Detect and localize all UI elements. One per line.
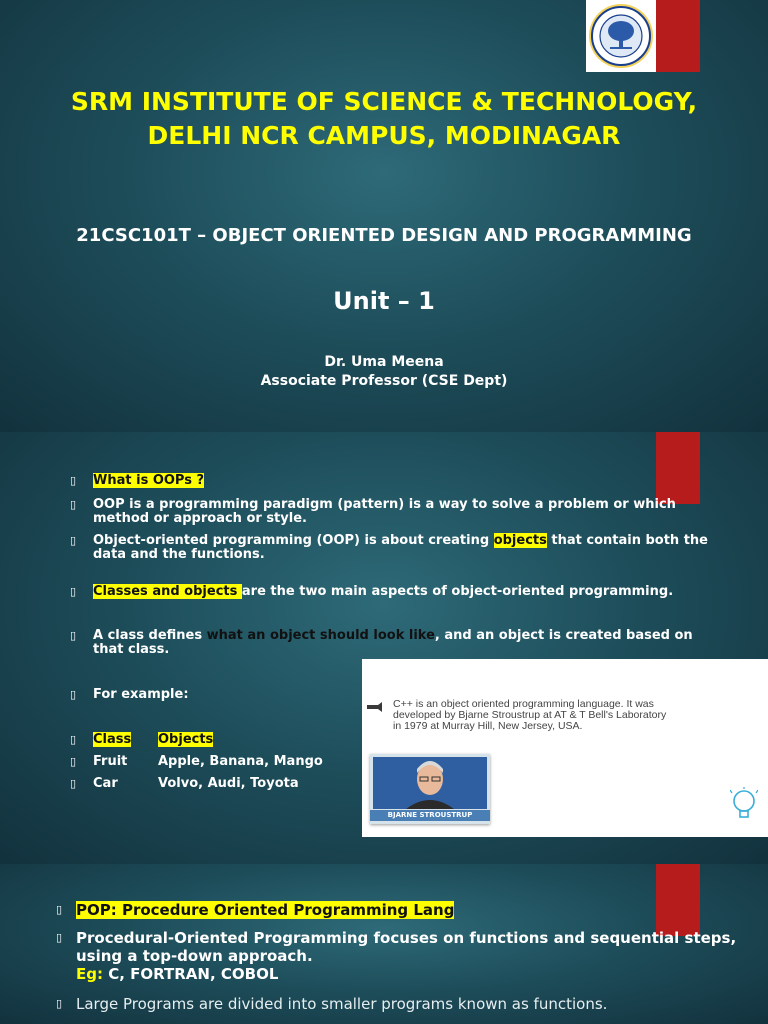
lightbulb-icon [730,787,758,825]
bullet-icon: ▯ [56,931,63,944]
table-row-class: Fruit [93,754,128,769]
bullet-icon: ▯ [70,534,77,547]
red-accent-bar [656,0,700,72]
text-segment: are the two main aspects of object-oriented programming. [241,584,674,599]
oop-objects-line1 [93,534,708,548]
class-definition-line2: that class. [93,642,170,657]
classes-objects-highlight: Classes and objects [93,584,242,599]
cpp-info-card [362,659,768,837]
author-name: Dr. Uma Meena [324,354,444,370]
oop-definition [93,498,676,526]
bullet-icon: ▯ [70,733,77,746]
pop-description [76,929,736,983]
pop-slide [0,864,768,1024]
unit-title: Unit – 1 [333,287,435,315]
bullet-icon: ▯ [70,474,77,487]
photo-caption: BJARNE STROUSTRUP [370,810,490,821]
table-row-class: Car [93,776,118,791]
institute-logo [586,0,656,72]
class-definition-point [93,629,693,657]
oop-objects-line2: data and the functions. [93,547,265,562]
oops-heading [93,474,204,488]
bullet-icon: ▯ [56,997,63,1010]
objects-header-text: Objects [158,732,214,747]
bullet-icon: ▯ [70,777,77,790]
eg-values: C, FORTRAN, COBOL [102,965,279,983]
table-row-objects: Volvo, Audi, Toyota [158,776,299,791]
class-header-text: Class [93,732,132,747]
course-title: 21CSC101T – OBJECT ORIENTED DESIGN AND PROGRAMMING [76,225,692,246]
oops-slide [0,432,768,864]
oops-heading-text: What is OOPs ? [93,473,205,488]
table-row-objects: Apple, Banana, Mango [158,754,323,769]
pop-functions-point: Large Programs are divided into smaller programs known as functions. [76,995,608,1013]
pop-heading [76,901,454,919]
bullet-icon: ▯ [70,629,77,642]
bullet-icon: ▯ [70,755,77,768]
text-segment: , and an object is created based on [434,628,693,643]
cpp-info-line3: in 1979 at Murray Hill, New Jersey, USA. [393,720,583,732]
table-header-class [93,733,131,747]
person-portrait-icon [400,757,460,809]
institute-name-line2: DELHI NCR CAMPUS, MODINAGAR [147,121,621,150]
red-accent-bar [656,432,700,504]
classes-objects-point [93,585,673,599]
bullet-icon: ▯ [56,903,63,916]
author-designation: Associate Professor (CSE Dept) [260,373,508,389]
bullet-icon: ▯ [70,585,77,598]
pop-heading-text: POP: Procedure Oriented Programming Lang [76,901,455,919]
class-definition-line1 [93,629,693,643]
pointing-hand-icon [366,701,386,713]
institute-name-line1: SRM INSTITUTE OF SCIENCE & TECHNOLOGY, [70,87,698,116]
objects-highlight: objects [493,533,547,548]
pop-description-line1: Procedural-Oriented Programming focuses on functions and sequential steps, [76,929,737,947]
dark-phrase: what an object should look like [206,628,435,643]
cpp-info-line2: developed by Bjarne Stroustrup at AT & T Bell's Laboratory [393,709,667,721]
cpp-info-line1: C++ is an object oriented programming language. It was [393,698,654,710]
pop-description-line2: using a top-down approach. [76,947,313,965]
red-accent-bar [656,864,700,936]
pop-examples [76,965,736,983]
bullet-icon: ▯ [70,688,77,701]
oop-definition-line1: OOP is a programming paradigm (pattern) is a way to solve a problem or which [93,497,676,512]
oop-objects-point [93,534,708,562]
text-segment: A class defines [93,628,207,643]
bullet-icon: ▯ [70,498,77,511]
title-slide [0,0,768,432]
seal-icon [586,0,656,72]
example-label: For example: [93,687,189,702]
table-header-objects [158,733,213,747]
stroustrup-photo [370,754,490,824]
text-segment: that contain both the [546,533,709,548]
cpp-info-text [393,699,753,732]
oop-definition-line2: method or approach or style. [93,511,307,526]
eg-label: Eg: [76,965,103,983]
text-segment: Object-oriented programming (OOP) is about creating [93,533,494,548]
